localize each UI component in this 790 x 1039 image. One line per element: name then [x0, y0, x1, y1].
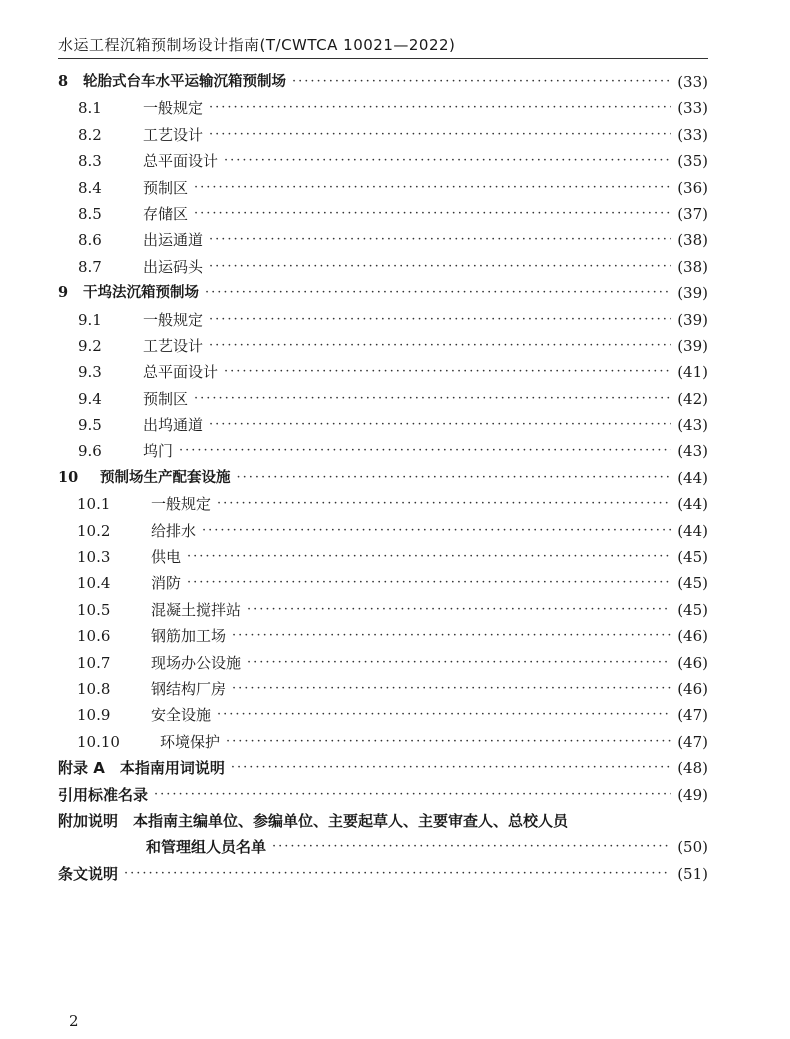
toc-entry-number: 8.2	[78, 125, 102, 144]
dot-leader	[205, 280, 671, 306]
toc-section-entry[interactable]	[58, 412, 708, 438]
dot-leader	[237, 465, 672, 491]
toc-entry-page: (38)	[677, 257, 708, 276]
toc-entry-label: 供电	[151, 548, 182, 567]
toc-entry-label: 给排水	[151, 521, 197, 540]
dot-leader	[154, 782, 671, 808]
toc-section-entry[interactable]	[58, 95, 708, 121]
toc-entry-page: (41)	[677, 363, 708, 382]
toc-section-entry[interactable]	[58, 254, 708, 280]
toc-entry-label: 工艺设计	[143, 336, 204, 355]
dot-leader	[187, 570, 671, 596]
toc-entry-number: 8	[58, 73, 69, 90]
toc-entry-page: (46)	[677, 627, 708, 646]
toc-entry-number: 9.2	[78, 336, 102, 355]
toc-entry-page: (33)	[677, 99, 708, 118]
header-rule	[58, 58, 708, 59]
toc-chapter-entry[interactable]	[58, 69, 708, 95]
toc-entry-page: (50)	[677, 838, 708, 857]
running-header: 水运工程沉箱预制场设计指南(T/CWTCA 10021—2022)	[58, 36, 456, 54]
toc-entry-label: 预制场生产配套设施	[100, 469, 231, 486]
toc-entry-number: 8.6	[78, 231, 102, 250]
toc-entry-explanation[interactable]	[58, 861, 708, 887]
toc-entry-additional-notes-cont[interactable]	[58, 834, 708, 860]
toc-entry-label: 坞门	[143, 442, 174, 461]
toc-section-entry[interactable]	[58, 307, 708, 333]
toc-entry-label: 预制区	[143, 178, 189, 197]
dot-leader	[217, 491, 671, 517]
dot-leader	[209, 95, 671, 121]
toc-entry-number: 8.1	[78, 99, 102, 118]
toc-entry-page: (39)	[677, 310, 708, 329]
toc-section-entry[interactable]	[58, 518, 708, 544]
toc-entry-page: (49)	[677, 785, 708, 804]
dot-leader	[194, 386, 671, 412]
toc-chapter-entry[interactable]	[58, 465, 708, 491]
toc-entry-page: (44)	[677, 495, 708, 514]
toc-entry-page: (37)	[677, 204, 708, 223]
toc-entry-page: (51)	[677, 864, 708, 883]
dot-leader	[187, 544, 671, 570]
toc-entry-page: (46)	[677, 653, 708, 672]
toc-entry-number: 10.1	[77, 495, 111, 514]
toc-entry-page: (33)	[677, 125, 708, 144]
toc-entry-appendix-a[interactable]	[58, 755, 708, 781]
toc-entry-page: (45)	[677, 574, 708, 593]
toc-section-entry[interactable]	[58, 570, 708, 596]
toc-entry-number: 9	[58, 284, 69, 302]
toc-entry-label: 出坞通道	[143, 416, 204, 435]
toc-section-entry[interactable]	[58, 676, 708, 702]
table-of-contents	[58, 69, 708, 887]
toc-entry-label: 总平面设计	[143, 363, 219, 382]
toc-section-entry[interactable]	[58, 597, 708, 623]
dot-leader	[232, 623, 671, 649]
dot-leader	[272, 834, 671, 860]
dot-leader	[226, 729, 671, 755]
toc-entry-number: 10.7	[77, 653, 111, 672]
toc-entry-additional-notes[interactable]	[58, 808, 708, 834]
dot-leader	[209, 307, 671, 333]
dot-leader	[209, 122, 671, 148]
toc-entry-page: (44)	[677, 521, 708, 540]
toc-section-entry[interactable]	[58, 438, 708, 464]
toc-entry-page: (38)	[677, 231, 708, 250]
toc-entry-number: 10.4	[77, 574, 111, 593]
toc-section-entry[interactable]	[58, 544, 708, 570]
toc-entry-number: 9.3	[78, 363, 102, 382]
toc-entry-number: 10.8	[77, 679, 111, 698]
toc-entry-label: 总平面设计	[143, 152, 219, 171]
toc-entry-page: (43)	[677, 416, 708, 435]
toc-section-entry[interactable]	[58, 333, 708, 359]
dot-leader	[247, 650, 671, 676]
toc-entry-number: 10	[58, 468, 79, 486]
page-number: 2	[69, 1012, 79, 1030]
toc-entry-page: (46)	[677, 679, 708, 698]
toc-section-entry[interactable]	[58, 122, 708, 148]
toc-entry-page: (39)	[677, 284, 708, 303]
toc-entry-page: (48)	[677, 759, 708, 778]
toc-entry-label: 钢结构厂房	[151, 679, 227, 698]
toc-entry-page: (44)	[677, 468, 708, 487]
toc-entry-label: 存储区	[143, 204, 189, 223]
dot-leader	[232, 676, 671, 702]
toc-entry-label: 工艺设计	[143, 125, 204, 144]
toc-entry-page: (47)	[677, 732, 708, 751]
dot-leader	[209, 254, 671, 280]
toc-section-entry[interactable]	[58, 148, 708, 174]
toc-section-entry[interactable]	[58, 227, 708, 253]
toc-entry-label: 干坞法沉箱预制场	[83, 285, 199, 302]
toc-entry-label: 附加说明 本指南主编单位、参编单位、主要起草人、主要审查人、总校人员	[58, 811, 569, 830]
toc-entry-number: 9.5	[78, 416, 102, 435]
toc-entry-number: 8.5	[78, 204, 102, 223]
toc-section-entry[interactable]	[58, 359, 708, 385]
toc-entry-number: 10.3	[77, 548, 111, 567]
dot-leader	[209, 412, 671, 438]
toc-entry-number: 8.7	[78, 257, 102, 276]
dot-leader	[292, 69, 671, 95]
toc-entry-label: 和管理组人员名单	[146, 838, 267, 857]
toc-section-entry[interactable]	[58, 650, 708, 676]
toc-entry-label: 附录 A 本指南用词说明	[58, 759, 225, 778]
toc-entry-page: (35)	[677, 152, 708, 171]
toc-entry-number: 9.6	[78, 442, 102, 461]
dot-leader	[224, 359, 671, 385]
dot-leader	[194, 201, 671, 227]
toc-entry-page: (43)	[677, 442, 708, 461]
toc-entry-page: (45)	[677, 600, 708, 619]
toc-entry-label: 混凝土搅拌站	[151, 600, 242, 619]
toc-section-entry[interactable]	[58, 702, 708, 728]
toc-entry-number: 10.6	[77, 627, 111, 646]
toc-section-entry[interactable]	[58, 729, 708, 755]
toc-entry-label: 一般规定	[151, 495, 212, 514]
dot-leader	[231, 755, 671, 781]
toc-entry-label: 一般规定	[143, 310, 204, 329]
dot-leader	[209, 227, 671, 253]
toc-entry-page: (42)	[677, 389, 708, 408]
toc-entry-label: 一般规定	[143, 99, 204, 118]
toc-entry-page: (36)	[677, 178, 708, 197]
dot-leader	[224, 148, 671, 174]
dot-leader	[179, 438, 671, 464]
dot-leader	[247, 597, 671, 623]
toc-section-entry[interactable]	[58, 201, 708, 227]
dot-leader	[194, 175, 671, 201]
toc-entry-number: 8.4	[78, 178, 102, 197]
dot-leader	[209, 333, 671, 359]
toc-entry-label: 轮胎式台车水平运输沉箱预制场	[83, 74, 286, 90]
toc-entry-label: 消防	[151, 574, 182, 593]
toc-entry-number: 9.4	[78, 389, 102, 408]
toc-entry-label: 出运码头	[143, 257, 204, 276]
dot-leader	[202, 518, 671, 544]
toc-section-entry[interactable]	[58, 491, 708, 517]
toc-entry-number: 10.2	[77, 521, 111, 540]
toc-entry-number: 10.10	[77, 732, 120, 751]
toc-chapter-entry[interactable]	[58, 280, 708, 306]
toc-entry-label: 引用标准名录	[58, 785, 149, 804]
dot-leader	[124, 861, 671, 887]
toc-entry-label: 现场办公设施	[151, 653, 242, 672]
toc-entry-label: 安全设施	[151, 706, 212, 725]
toc-entry-label: 环境保护	[160, 732, 221, 751]
toc-section-entry[interactable]	[58, 386, 708, 412]
toc-entry-number: 8.3	[78, 152, 102, 171]
toc-entry-page: (45)	[677, 548, 708, 567]
toc-entry-label: 预制区	[143, 389, 189, 408]
toc-entry-number: 9.1	[78, 310, 102, 329]
toc-entry-number: 10.9	[77, 706, 111, 725]
dot-leader	[217, 702, 671, 728]
toc-entry-page: (33)	[677, 73, 708, 91]
toc-entry-label: 条文说明	[58, 864, 119, 883]
toc-entry-label: 出运通道	[143, 231, 204, 250]
toc-entry-number: 10.5	[77, 600, 111, 619]
toc-entry-page: (39)	[677, 336, 708, 355]
toc-entry-page: (47)	[677, 706, 708, 725]
toc-entry-label: 钢筋加工场	[151, 627, 227, 646]
toc-section-entry[interactable]	[58, 175, 708, 201]
toc-entry-references[interactable]	[58, 782, 708, 808]
toc-section-entry[interactable]	[58, 623, 708, 649]
